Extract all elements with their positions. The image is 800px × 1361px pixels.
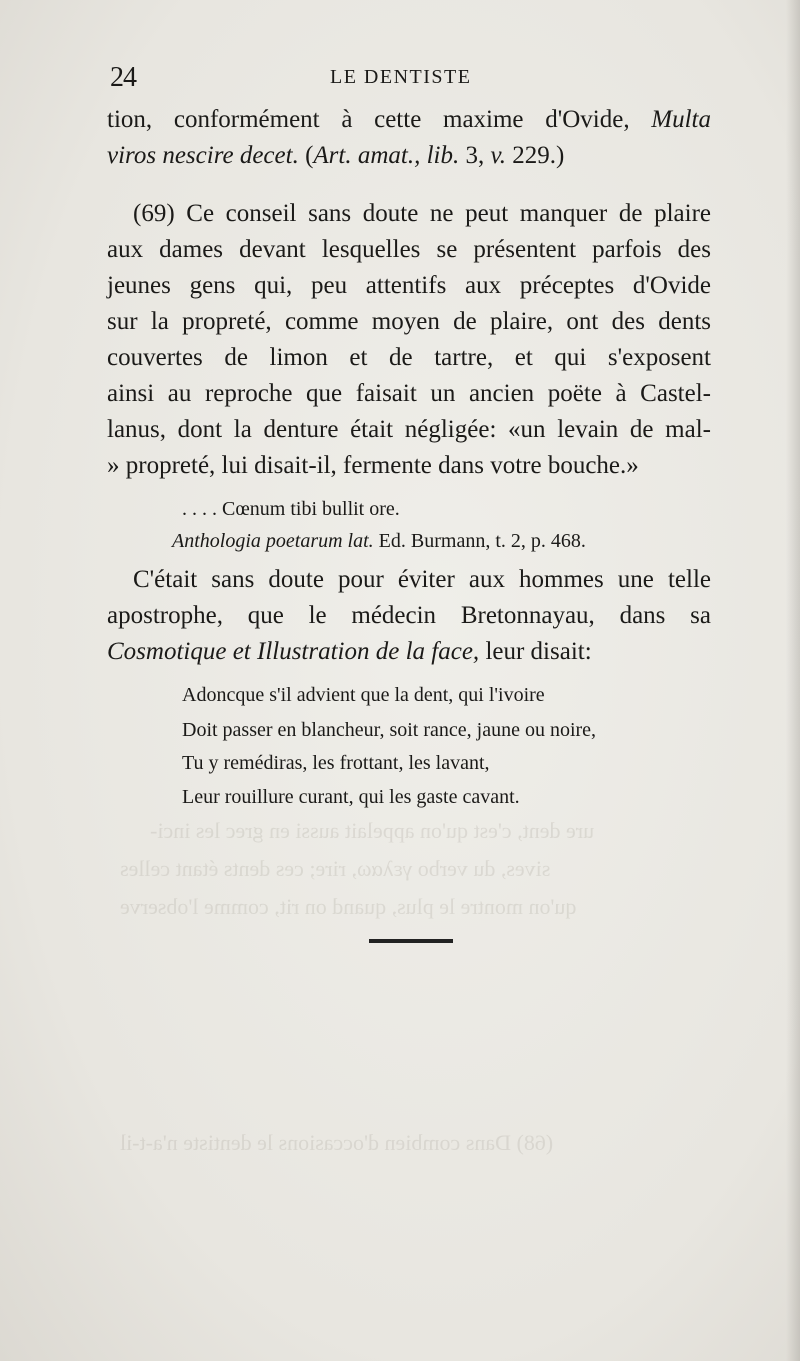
show-through-text: ure dent, c'est qu'on appelait aussi en grec les inci- — [150, 818, 595, 843]
latin-quotation: . . . . Cœnum tibi bullit ore. — [182, 498, 400, 520]
text-line: sur la propreté, comme moyen de plaire, ont des dents — [107, 308, 711, 335]
page-number: 24 — [110, 62, 136, 93]
text-line: (69) Ce conseil sans doute ne peut manquer de plaire — [133, 200, 711, 227]
running-title: LE DENTISTE — [330, 66, 472, 88]
verse-line: Leur rouillure curant, qui les gaste cavant. — [182, 786, 520, 808]
verse-line: Doit passer en blancheur, soit rance, jaune ou noire, — [182, 719, 597, 741]
show-through-text: (68) Dans combien d'occasions le dentiste n'a-t-il — [120, 1130, 554, 1155]
text-line: tion, conformément à cette maxime d'Ovide, Multa — [107, 106, 711, 133]
main-text — [107, 102, 711, 174]
verse-line: Adoncque s'il advient que la dent, qui l'ivoire — [182, 684, 545, 706]
text-line: aux dames devant lesquelles se présentent parfois des — [107, 236, 711, 263]
text-line: viros nescire decet. (Art. amat., lib. 3, v. 229.) — [107, 142, 565, 169]
page-header — [110, 62, 710, 92]
text-line: couvertes de limon et de tartre, et qui s'exposent — [107, 344, 711, 371]
text-line: apostrophe, que le médecin Bretonnayau, dans sa — [107, 602, 711, 629]
text-line: Cosmotique et Illustration de la face, leur disait: — [107, 638, 592, 665]
page-edge-shadow — [786, 0, 800, 1361]
show-through-text: sives, du verbo γελαω, rire; ces dents étant celles — [120, 856, 551, 881]
text-line: ainsi au reproche que faisait un ancien poëte à Castel- — [107, 380, 711, 407]
show-through-text: qu'on montre le plus, quand on rit, comme l'observe — [120, 894, 577, 919]
text-line: jeunes gens qui, peu attentifs aux préceptes d'Ovide — [107, 272, 711, 299]
section-rule — [369, 939, 453, 943]
quotation-source: Anthologia poetarum lat. Ed. Burmann, t. 2, p. 468. — [172, 530, 586, 552]
paragraph-bretonnayau — [107, 562, 711, 670]
text-line: lanus, dont la denture était négligée: «un levain de mal- — [107, 416, 711, 443]
verse-line: Tu y remédiras, les frottant, les lavant, — [182, 752, 490, 774]
text-line: » propreté, lui disait-il, fermente dans votre bouche.» — [107, 452, 639, 479]
text-line: C'était sans doute pour éviter aux hommes une telle — [133, 566, 711, 593]
paragraph-69 — [107, 196, 711, 484]
